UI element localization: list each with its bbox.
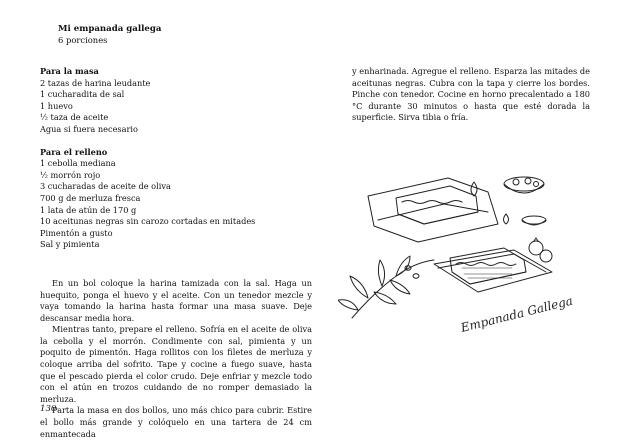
ingredient: 1 cebolla mediana (40, 158, 116, 169)
ingredient: 700 g de merluza fresca (40, 192, 141, 203)
left-page (40, 24, 312, 440)
ingredient: 1 cucharadita de sal (40, 89, 125, 100)
relleno-heading: Para el relleno (40, 146, 108, 157)
olive-branch-icon (338, 256, 434, 318)
bowl-icon (504, 177, 544, 193)
ingredient: 1 huevo (40, 100, 73, 111)
sauce-bowl-icon (522, 216, 546, 225)
ingredient: 1 lata de atún de 170 g (40, 204, 137, 215)
upper-platter-icon (368, 178, 498, 242)
method-paragraph: Mientras tanto, prepare el relleno. Sofría en el aceite de oliva la cebolla y el morrón. Condimente con sal, pimienta y un poquito de pimentón. Haga rollitos con los filetes de merluza y coloque arriba del sofrito. Tape y cocine a fuego suave, hasta que el pescado pierda el color crudo. Deje enfriar y mezcle todo con el atún en trozos cuidando de no romper demasiado la merluza. (40, 324, 312, 404)
ingredient: ½ taza de aceite (40, 112, 109, 123)
masa-heading: Para la masa (40, 66, 99, 76)
ingredient: Pimentón a gusto (40, 227, 113, 238)
recipe-title: Mi empanada gallega (58, 24, 162, 34)
method-paragraph: Parta la masa en dos bollos, uno más chico para cubrir. Estire el bollo más grande y colóquelo en una tartera de 24 cm enmantecada (40, 405, 312, 439)
ingredient: ½ morrón rojo (40, 169, 101, 180)
tomato-icon (529, 238, 552, 262)
right-page (352, 66, 590, 124)
method-continuation: y enharinada. Agregue el relleno. Esparza las mitades de aceitunas negras. Cubra con la tapa y cierre los bordes. Pinche con tenedor. Cocine en horno precalentado a 180 °C durante 30 minutos o hasta que esté dorada la superficie. Sirva tibia o fría. (352, 66, 590, 123)
ingredient: 10 aceitunas negras sin carozo cortadas en mitades (40, 216, 256, 227)
method-paragraph: En un bol coloque la harina tamizada con la sal. Haga un huequito, ponga el huevo y el aceite. Con un tenedor mezcle y vaya tomando la harina hasta formar una masa suave. Deje descansar media hora. (40, 277, 312, 323)
illustration-label: Empanada Gallega (459, 293, 575, 335)
ingredient: 3 cucharadas de aceite de oliva (40, 181, 171, 192)
ingredient: Agua si fuera necesario (40, 123, 138, 134)
ingredient: 2 tazas de harina leudante (40, 77, 151, 88)
empanada-illustration (338, 168, 600, 348)
page-number: 130 (40, 404, 57, 414)
ingredient: Sal y pimienta (40, 239, 100, 250)
servings: 6 porciones (58, 35, 108, 45)
